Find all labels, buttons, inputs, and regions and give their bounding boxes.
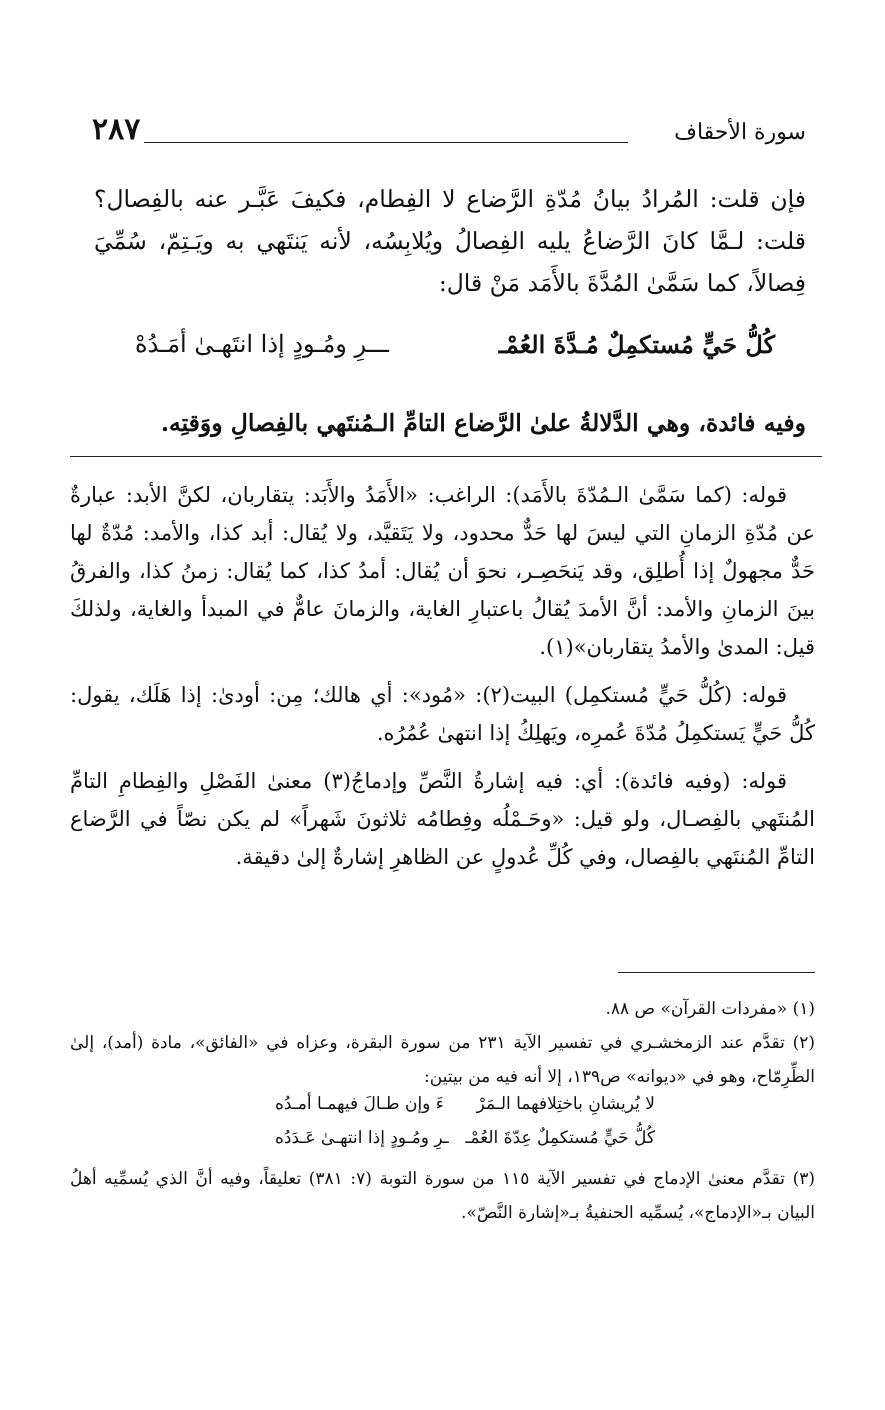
verse-first-hemistich: كُلُّ حَيٍّ مُستكمِلٌ مُـدَّةَ العُمْـ [498, 330, 775, 359]
footnote-verse-2-first: كُلُّ حَيٍّ مُستكمِلٌ عِدّةَ العُمْـ [465, 1128, 655, 1148]
footnote-3: (٣) تقدَّم معنىٰ الإدماج في تفسير الآية ١١٥ من سورة التوبة (٧: ٣٨١) تعليقاً، وفيه أنَّ الذي يُسمِّيه أهلُ البيان بـ«الإدماج»، يُسمِّيه الحنفيةُ بـ«إشارة النَّصّ». [70, 1169, 815, 1223]
commentary [70, 476, 815, 886]
footnote-divider [618, 972, 815, 973]
commentary-paragraph-1: قوله: (كما سَمَّىٰ الـمُدّةَ بالأَمَد): الراغب: «الأَمَدُ والأَبَد: يتقاربان، لكنَّ الأبد: عبارةٌ عن مُدّةِ الزمانِ التي ليسَ لها حَدٌّ محدود، ولا يَتَقيَّد، ولا يُقال: أبد كذا، والأمد: مُدّةٌ لها حَدٌّ مجهولٌ إذا أُطلِق، وقد يَنحَصِـر، نحوَ أن يُقال: أمدُ كذا، كما يُقال: زمنُ كذا، والفرقُ بينَ الزمانِ والأمد: أنَّ الأمدَ يُقالُ باعتبارِ الغاية، والزمانَ عامٌّ في المبدأ والغاية، ولذلكَ قيل: المدىٰ والأمدُ يتقاربان»(١). [70, 483, 815, 659]
main-verse [135, 330, 775, 374]
footnote-2: (٢) تقدَّم عند الزمخشـري في تفسير الآية ٢٣١ من سورة البقرة، وعزاه في «الفائق»، مادة (أمد)، إلىٰ الطِّرِمّاح، وهو في «ديوانه» ص١٣٩، إلا أنه فيه من بيتين: [70, 1033, 815, 1087]
footnote-verse-1 [70, 1094, 815, 1128]
footnote-1: (١) «مفردات القرآن» ص ٨٨. [605, 999, 815, 1019]
footnote-verse-2-second: ـرِ ومُـودٍ إذا انتهـىٰ عَـدَدُه [275, 1128, 449, 1148]
main-text-2 [94, 402, 806, 444]
header-rule [144, 142, 628, 143]
main-text [94, 178, 806, 304]
footnotes [70, 992, 815, 1230]
verse-second-hemistich: ـــرِ ومُـودٍ إذا انتَهـىٰ أمَـدُهْ [135, 330, 389, 358]
footnote-verse-2 [70, 1128, 815, 1162]
text-divider [70, 456, 822, 457]
main-paragraph-2: وفيه فائدة، وهي الدَّلالةُ علىٰ الرَّضاع التامِّ الـمُنتَهي بالفِصالِ ووَقتِه. [160, 409, 806, 437]
page-header [92, 112, 806, 156]
footnote-verse-1-second: ءَ وإن طـالَ فيهمـا أمـدُه [275, 1094, 444, 1114]
footnote-verse-1-first: لا يُريشانِ باختِلافهما الـمَرْ [476, 1094, 655, 1114]
surah-title: سورة الأحقاف [674, 120, 806, 145]
commentary-paragraph-2: قوله: (كُلُّ حَيٍّ مُستكمِل) البيت(٢): «مُود»: أي هالك؛ مِن: أودىٰ: إذا هَلَك، يقول: كُلُّ حَيٍّ يَستكمِلُ مُدّةَ عُمرِه، ويَهلِكُ إذا انتهىٰ عُمُرُه. [70, 683, 815, 745]
page-number: ٢٨٧ [92, 112, 141, 147]
commentary-paragraph-3: قوله: (وفيه فائدة): أي: فيه إشارةُ النَّصِّ وإدماجُ(٣) معنىٰ الفَصْلِ والفِطامِ التامِّ المُنتَهي بالفِصـال، ولو قيل: «وحَـمْلُه وفِطامُه ثلاثونَ شَهراً» لم يكن نصّاً في الرَّضاع التامِّ المُنتَهي بالفِصال، وفي كُلِّ عُدولٍ عن الظاهرِ إشارةٌ إلىٰ دقيقة. [70, 769, 815, 869]
main-paragraph-1: فإن قلت: المُرادُ بيانُ مُدّةِ الرَّضاع لا الفِطام، فكيفَ عَبَّـر عنه بالفِصال؟ قلت: لـمَّا كانَ الرَّضاعُ يليه الفِصالُ ويُلابِسُه، لأنه يَنتَهي به ويَـتِمّ، سُمِّيَ فِصالاً، كما سَمَّىٰ المُدَّةَ بالأَمَد مَنْ قال: [94, 185, 806, 297]
